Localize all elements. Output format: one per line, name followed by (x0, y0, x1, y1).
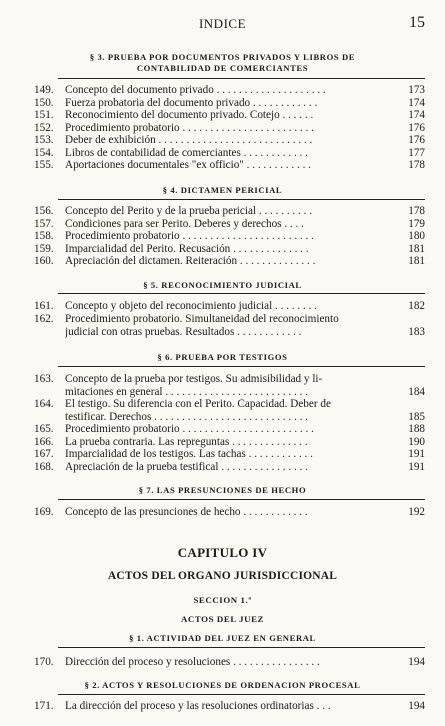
entry-number: 152. (34, 121, 54, 134)
entry-number: 169. (34, 506, 54, 518)
entry-page: 174 (408, 109, 425, 121)
entry-page: 182 (408, 300, 425, 312)
entry-title: Condiciones para ser Perito. Deberes y derechos . . . . (65, 217, 304, 230)
section-heading-4: § 4. DICTAMEN PERICIAL (162, 185, 283, 195)
entry-title: Apreciación del dictamen. Reiteración . . . . . . . . . . . . . . (65, 255, 316, 267)
section-title: ACTOS DEL JUEZ (180, 614, 265, 624)
entry-page: 181 (408, 255, 425, 267)
entry-page: 178 (408, 205, 425, 217)
entry-title: La dirección del proceso y las resoluciones ordinatorias . . . (65, 700, 331, 712)
entry-title: Concepto del Perito y de la prueba pericial . . . . . . . . . . (65, 205, 312, 217)
entry-number: 171. (34, 700, 54, 712)
entry-number: 168. (34, 460, 54, 473)
entry-page: 178 (408, 159, 425, 171)
entry-number: 158. (34, 230, 54, 242)
entry-number: 159. (34, 242, 54, 255)
entry-title: Concepto de las presunciones de hecho . . . . . . . . . . . . (65, 506, 308, 518)
entry-title: Reconocimiento del documento privado. Cotejo . . . . . . (65, 109, 314, 121)
entry-number: 167. (34, 448, 54, 460)
entry-number: 170. (34, 656, 54, 668)
entry-page: 173 (408, 84, 425, 96)
entry-page: 177 (408, 146, 425, 159)
entry-title: La prueba contraria. Las repreguntas . . . . . . . . . . . . . . (65, 435, 308, 448)
entry-title: Dirección del proceso y resoluciones . . . . . . . . . . . . . . . . (65, 656, 320, 668)
entry-title-continued: judicial con otras pruebas. Resultados . . . . . . . . . . . . (65, 325, 302, 338)
section-heading-5: § 5. RECONOCIMIENTO JUDICIAL (143, 280, 302, 290)
divider (58, 647, 425, 648)
section-label: SECCION 1.ª (193, 595, 252, 605)
entry-title-continued: testificar. Derechos . . . . . . . . . . . . . . . . . . . . . . . . . . . . (65, 410, 308, 423)
entry-number: 156. (34, 205, 54, 217)
chapter-title: CAPITULO IV (177, 545, 268, 560)
page-header (0, 16, 445, 34)
subsection-heading-2: § 2. ACTOS Y RESOLUCIONES DE ORDENACION PROCESAL (84, 680, 361, 690)
divider (58, 499, 425, 500)
entry-number: 151. (34, 109, 54, 121)
entry-number: 155. (34, 159, 54, 171)
entry-title: Apreciación de la prueba testifical . . . . . . . . . . . . . . . . (65, 460, 308, 473)
entry-title: Fuerza probatoria del documento privado . . . . . . . . . . . . (65, 96, 318, 109)
section-heading-3: § 3. PRUEBA POR DOCUMENTOS PRIVADOS Y LIBROS DE (89, 52, 356, 62)
entry-title: Procedimiento probatorio. Simultaneidad del reconocimiento (65, 313, 339, 325)
divider (58, 293, 425, 294)
entry-number: 160. (34, 255, 54, 267)
entry-number: 149. (34, 84, 54, 96)
entry-title: Aportaciones documentales "ex officio" . . . . . . . . . . . . (65, 159, 311, 171)
entry-title: Concepto y objeto del reconocimiento judicial . . . . . . . . (65, 300, 317, 312)
entry-title: Concepto de la prueba por testigos. Su admisibilidad y li- (65, 373, 323, 385)
entry-page: 181 (408, 242, 425, 255)
entry-title: Concepto del documento privado . . . . . . . . . . . . . . . . . . . . (65, 84, 326, 96)
entry-page: 183 (408, 325, 425, 338)
entry-page: 184 (408, 385, 425, 398)
divider (58, 366, 425, 367)
entry-number: 163. (34, 373, 54, 385)
page-number: 15 (409, 14, 425, 31)
entry-title: Deber de exhibición . . . . . . . . . . . . . . . . . . . . . . . . . . . . (65, 134, 313, 146)
entry-page: 174 (408, 96, 425, 109)
entry-page: 185 (408, 410, 425, 423)
entry-title: Procedimiento probatorio . . . . . . . . . . . . . . . . . . . . . . . . (65, 121, 314, 134)
entry-title: Procedimiento probatorio . . . . . . . . . . . . . . . . . . . . . . . . (65, 423, 314, 435)
divider (58, 199, 425, 200)
entry-page: 176 (408, 134, 425, 146)
entry-number: 164. (34, 398, 54, 410)
entry-page: 179 (408, 217, 425, 230)
entry-title: El testigo. Su diferencia con el Perito. Capacidad. Deber de (65, 398, 331, 410)
divider (58, 78, 425, 79)
section-heading-3-line2: CONTABILIDAD DE COMERCIANTES (136, 63, 309, 73)
page-title: INDICE (198, 16, 247, 31)
entry-number: 150. (34, 96, 54, 109)
entry-page: 191 (408, 460, 425, 473)
entry-page: 190 (408, 435, 425, 448)
divider (58, 694, 425, 695)
index-entry (0, 313, 445, 339)
entry-title: Imparcialidad de los testigos. Las tachas . . . . . . . . . . . . (65, 448, 313, 460)
entry-title: Libros de contabilidad de comerciantes . . . . . . . . . . . . (65, 146, 308, 159)
index-entry (0, 373, 445, 399)
entry-page: 194 (408, 700, 425, 712)
entry-page: 194 (408, 656, 425, 668)
entry-number: 157. (34, 217, 54, 230)
entry-page: 192 (408, 506, 425, 518)
index-entry (0, 398, 445, 424)
entry-number: 154. (34, 146, 54, 159)
entry-title: Procedimiento probatorio . . . . . . . . . . . . . . . . . . . . . . . . (65, 230, 314, 242)
entry-number: 153. (34, 134, 54, 146)
entry-page: 188 (408, 423, 425, 435)
entry-title: Imparcialidad del Perito. Recusación . . . . . . . . . . . . . . (65, 242, 309, 255)
subsection-heading-1: § 1. ACTIVIDAD DEL JUEZ EN GENERAL (129, 633, 316, 643)
entry-title-continued: mitaciones en general . . . . . . . . . . . . . . . . . . . . . . . . . . (65, 385, 308, 398)
section-heading-7: § 7. LAS PRESUNCIONES DE HECHO (138, 485, 307, 495)
entry-page: 180 (408, 230, 425, 242)
section-heading-6: § 6. PRUEBA POR TESTIGOS (157, 352, 288, 362)
entry-number: 161. (34, 300, 54, 312)
entry-number: 166. (34, 435, 54, 448)
entry-number: 165. (34, 423, 54, 435)
entry-number: 162. (34, 313, 54, 325)
entry-page: 176 (408, 121, 425, 134)
entry-page: 191 (408, 448, 425, 460)
chapter-subtitle: ACTOS DEL ORGANO JURISDICCIONAL (107, 570, 338, 582)
